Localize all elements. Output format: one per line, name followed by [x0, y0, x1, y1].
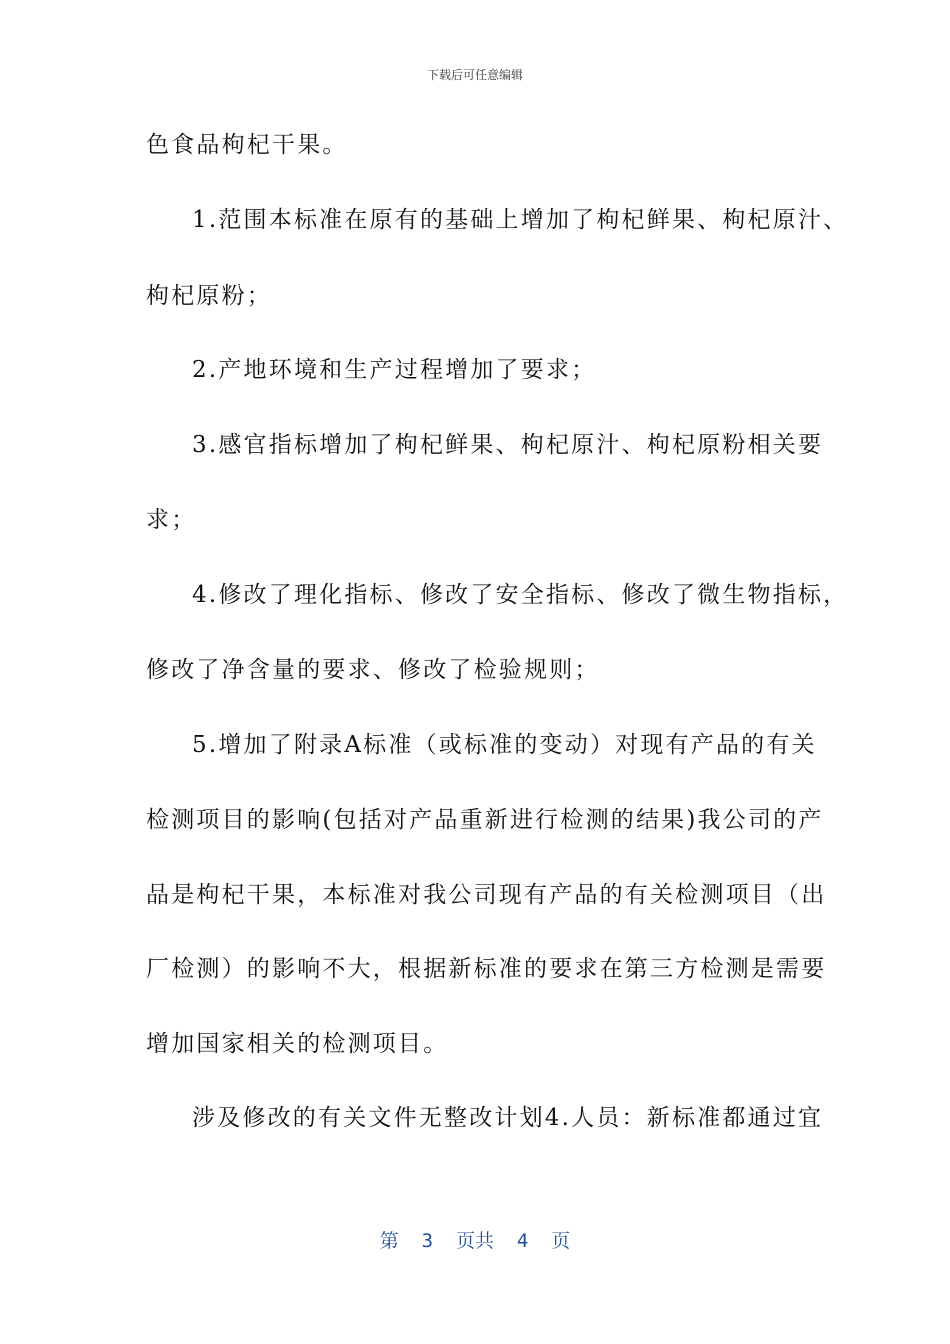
body-line: 1.范围本标准在原有的基础上增加了枸杞鲜果、枸杞原汁、 [192, 207, 849, 233]
body-line: 修改了净含量的要求、修改了检验规则； [146, 657, 600, 683]
body-line: 2.产地环境和生产过程增加了要求； [192, 357, 597, 383]
body-line: 品是枸杞干果，本标准对我公司现有产品的有关检测项目（出 [146, 882, 827, 908]
body-line: 枸杞原粉； [146, 283, 272, 309]
body-line: 5.增加了附录A标准（或标准的变动）对现有产品的有关 [192, 732, 817, 758]
page-header: 下载后可任意编辑 [426, 68, 523, 82]
body-line: 色食品枸杞干果。 [146, 132, 348, 158]
page-suffix: 页 [551, 1230, 571, 1252]
body-line: 4.修改了理化指标、修改了安全指标、修改了微生物指标， [192, 582, 849, 608]
body-line: 涉及修改的有关文件无整改计划4.人员：新标准都通过宜 [192, 1105, 824, 1131]
page-middle: 页共 [455, 1230, 494, 1252]
body-line: 检测项目的影响(包括对产品重新进行检测的结果)我公司的产 [146, 807, 824, 833]
page-prefix: 第 [379, 1230, 399, 1252]
total-pages-number: 4 [516, 1230, 529, 1252]
current-page-number: 3 [421, 1230, 434, 1252]
body-line: 增加国家相关的检测项目。 [146, 1031, 449, 1057]
body-line: 厂检测）的影响不大，根据新标准的要求在第三方检测是需要 [146, 956, 827, 982]
body-line: 求； [146, 507, 197, 533]
body-line: 3.感官指标增加了枸杞鲜果、枸杞原汁、枸杞原粉相关要 [192, 432, 824, 458]
page-number-footer [0, 1226, 950, 1253]
